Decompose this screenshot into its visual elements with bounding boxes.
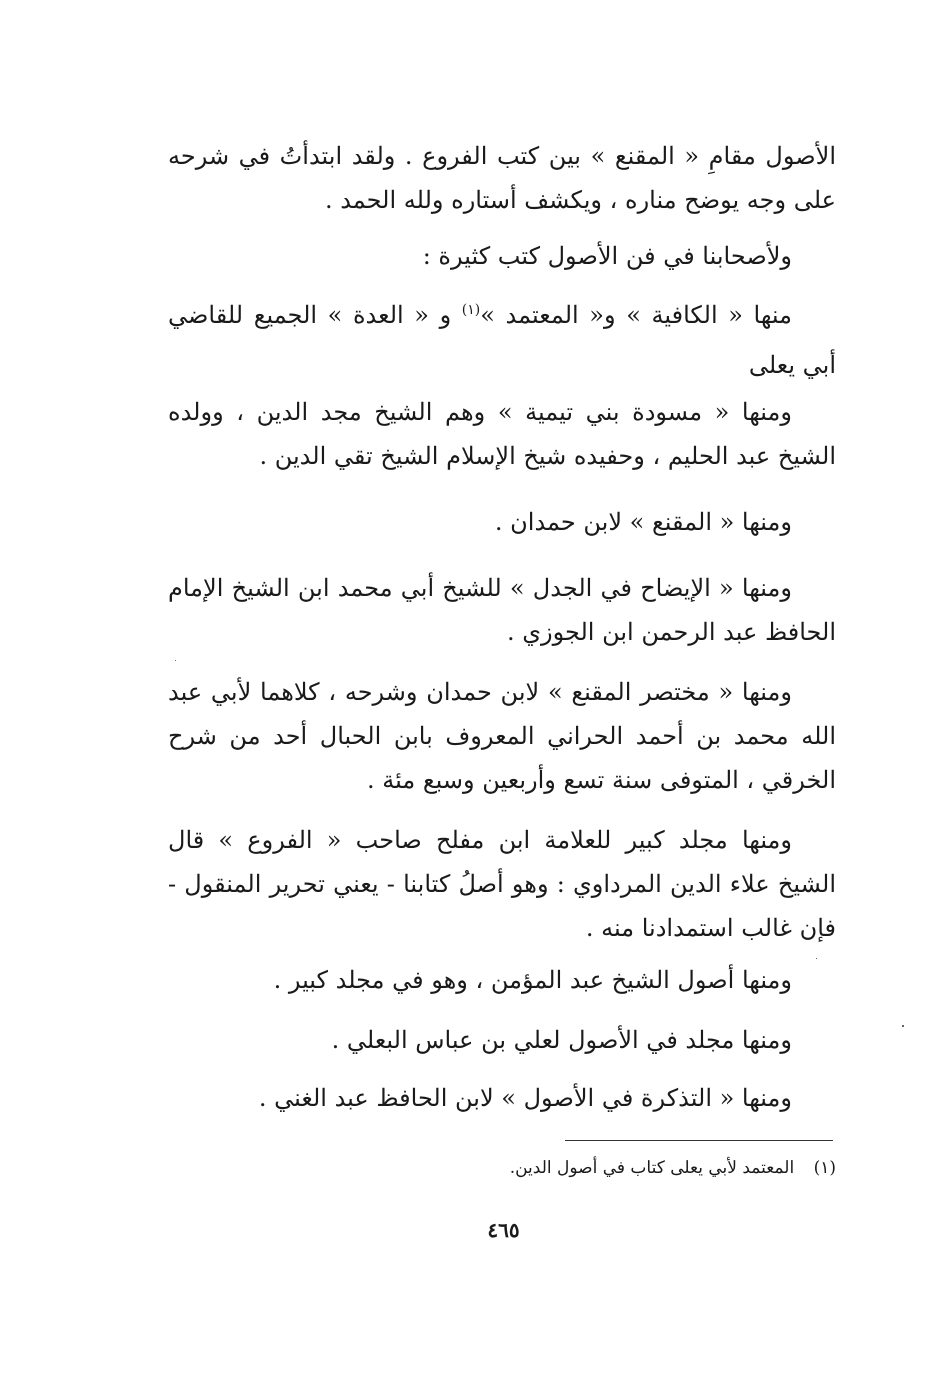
scan-speck — [175, 660, 176, 661]
page-number: ٤٦٥ — [487, 1218, 520, 1242]
paragraph-10-text: ومنها مجلد في الأصول لعلي بن عباس البعلي . — [331, 1026, 792, 1054]
paragraph-4-text: ومنها « مسودة بني تيمية » وهم الشيخ مجد الدين ، وولده الشيخ عبد الحليم ، وحفيده شيخ الإسلام الشيخ تقي الدين . — [168, 398, 836, 470]
footnote-separator — [565, 1140, 833, 1141]
scan-speck — [902, 1025, 904, 1027]
footnote-number: (١) — [813, 1158, 836, 1178]
footnote-text: المعتمد لأبي يعلى كتاب في أصول الدين. — [509, 1158, 795, 1178]
footnote-reference[interactable]: (١) — [461, 302, 481, 318]
paragraph-9-text: ومنها أصول الشيخ عبد المؤمن ، وهو في مجلد كبير . — [273, 966, 792, 994]
paragraph-4 — [168, 390, 836, 478]
paragraph-9 — [168, 958, 836, 1002]
paragraph-11 — [168, 1076, 836, 1120]
paragraph-3-text: منها « الكافية » و« المعتمد » — [480, 301, 792, 329]
paragraph-8-text: ومنها مجلد كبير للعلامة ابن مفلح صاحب « الفروع » قال الشيخ علاء الدين المرداوي : وهو أصلُ كتابنا - يعني تحرير المنقول - فإن غالب استمدادنا منه . — [168, 826, 836, 942]
paragraph-10 — [168, 1018, 836, 1062]
paragraph-3 — [168, 290, 836, 390]
paragraph-5-text: ومنها « المقنع » لابن حمدان . — [494, 508, 792, 536]
paragraph-7 — [168, 670, 836, 802]
scan-speck — [816, 958, 817, 959]
paragraph-2 — [168, 234, 836, 278]
paragraph-2-text: ولأصحابنا في فن الأصول كتب كثيرة : — [422, 242, 792, 270]
paragraph-5 — [168, 500, 836, 544]
paragraph-1 — [168, 134, 836, 222]
paragraph-11-text: ومنها « التذكرة في الأصول » لابن الحافظ عبد الغني . — [258, 1084, 792, 1112]
paragraph-8 — [168, 818, 836, 950]
paragraph-1-text: الأصول مقامِ « المقنع » بين كتب الفروع . ولقد ابتدأتُ في شرحه على وجه يوضح مناره ، ويكشف أستاره ولله الحمد . — [168, 142, 836, 214]
paragraph-7-text: ومنها « مختصر المقنع » لابن حمدان وشرحه ، كلاهما لأبي عبد الله محمد بن أحمد الحراني المعروف بابن الحبال أحد من شرح الخرقي ، المتوفى سنة تسع وأربعين وسبع مئة . — [168, 678, 836, 794]
footnote — [400, 1152, 836, 1184]
paragraph-6-text: ومنها « الإيضاح في الجدل » للشيخ أبي محمد ابن الشيخ الإمام الحافظ عبد الرحمن ابن الجوزي . — [168, 574, 836, 646]
paragraph-3-tail: و « العدة » الجميع للقاضي أبي يعلى — [168, 301, 836, 379]
paragraph-6 — [168, 566, 836, 654]
